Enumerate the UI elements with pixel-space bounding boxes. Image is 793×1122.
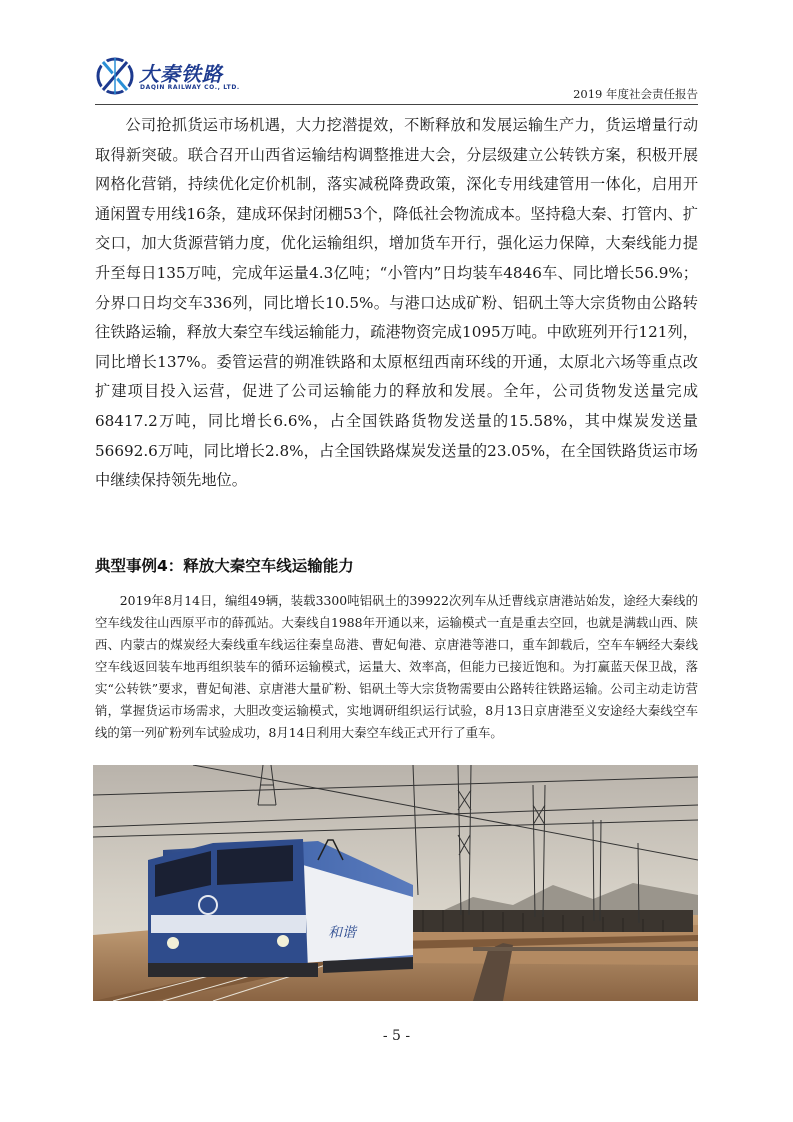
train-livery-text: 和谐: [328, 925, 356, 941]
page-number: - 5 -: [382, 1028, 411, 1044]
logo-chinese-name: 大秦铁路: [139, 62, 223, 86]
report-title: 2019 年度社会责任报告: [573, 87, 698, 101]
train-photo: [93, 765, 698, 1001]
main-paragraph: 公司抢抓货运市场机遇，大力挖潜提效，不断释放和发展运输生产力，货运增量行动取得新突破。联合召开山西省运输结构调整推进大会，分层级建立公转铁方案，积极开展网格化营销，持续优化定价机制，落实减税降费政策，深化专用线建管用一体化，启用开通闲置专用线16条，建成环保封闭棚53个，降低社会物流成本。坚持稳大秦、打管内、扩交口，加大货源营销力度，优化运输组织，增加货车开行，强化运力保障，大秦线能力提升至每日135万吨，完成年运量4.3亿吨；“小管内”日均装车4846车、同比增长56.9%；分界口日均交车336列，同比增长10.5%。与港口达成矿粉、铝矾土等大宗货物由公路转往铁路运输，释放大秦空车线运输能力，疏港物资完成1095万吨。中欧班列开行121列，同比增长137%。委管运营的朔准铁路和太原枢纽西南环线的开通，太原北六场等重点改扩建项目投入运营，促进了公司运输能力的释放和发展。全年，公司货物发送量完成68417.2万吨，同比增长6.6%，占全国铁路货物发送量的15.58%，其中煤炭发送量56692.6万吨，同比增长2.8%，占全国铁路煤炭发送量的23.05%，在全国铁路货运市场中继续保持领先地位。: [95, 116, 698, 490]
daqin-railway-logo: [95, 54, 240, 98]
page-header: [95, 50, 698, 105]
header-divider: [95, 104, 698, 105]
logo-english-name: DAQIN RAILWAY CO., LTD.: [140, 84, 240, 91]
case-heading: 典型事例4：释放大秦空车线运输能力: [95, 557, 354, 575]
daqin-logo-emblem-icon: [95, 54, 135, 98]
case-paragraph: 2019年8月14日，编组49辆，装载3300吨铝矾土的39922次列车从迁曹线京唐港站始发，途经大秦线的空车线发往山西原平市的薛孤站。大秦线自1988年开通以来，运输模式一直是重去空回，也就是满载山西、陕西、内蒙古的煤炭经大秦线重车线运往秦皇岛港、曹妃甸港、京唐港等港口，重车卸载后，空车车辆经大秦线空车线返回装车地再组织装车的循环运输模式，运量大、效率高，但能力已接近饱和。为打赢蓝天保卫战，落实“公转铁”要求，曹妃甸港、京唐港大量矿粉、铝矾土等大宗货物需要由公路转往铁路运输。公司主动走访营销，掌握货运市场需求，大胆改变运输模式，实地调研组织运行试验，8月13日京唐港至义安途经大秦线空车线的第一列矿粉列车试验成功，8月14日利用大秦空车线正式开行了重车。: [95, 593, 698, 740]
